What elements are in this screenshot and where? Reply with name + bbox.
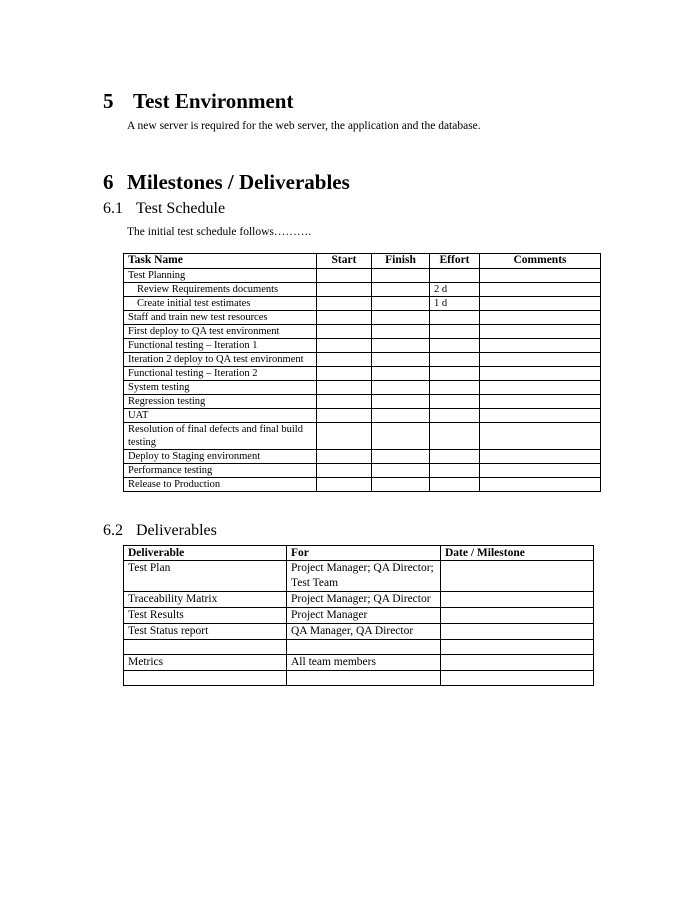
section-6-1-text: The initial test schedule follows……….	[127, 226, 312, 238]
section-6-heading	[103, 170, 350, 195]
schedule-cell-effort	[430, 450, 480, 464]
test-schedule-table	[123, 253, 601, 492]
table-row	[124, 367, 601, 381]
schedule-cell-start	[317, 478, 372, 492]
schedule-cell-task: Staff and train new test resources	[124, 311, 317, 325]
schedule-cell-start	[317, 269, 372, 283]
schedule-cell-task: Resolution of final defects and final build testing	[124, 423, 317, 450]
deliverables-header-deliverable: Deliverable	[124, 546, 287, 561]
table-row	[124, 640, 594, 655]
schedule-cell-start	[317, 381, 372, 395]
table-row	[124, 608, 594, 624]
deliverables-cell-date	[441, 671, 594, 686]
table-row	[124, 409, 601, 423]
schedule-cell-task: First deploy to QA test environment	[124, 325, 317, 339]
section-6-1-heading	[103, 200, 225, 218]
table-row	[124, 671, 594, 686]
schedule-cell-comments	[480, 423, 601, 450]
deliverables-header-for: For	[287, 546, 441, 561]
table-row	[124, 353, 601, 367]
section-6-2-number: 6.2	[103, 522, 123, 539]
schedule-cell-task: Functional testing – Iteration 2	[124, 367, 317, 381]
schedule-cell-task: Test Planning	[124, 269, 317, 283]
deliverables-cell-for: QA Manager, QA Director	[287, 624, 441, 640]
deliverables-header-date: Date / Milestone	[441, 546, 594, 561]
schedule-cell-comments	[480, 353, 601, 367]
schedule-cell-finish	[372, 450, 430, 464]
section-6-number: 6	[103, 170, 114, 194]
schedule-cell-comments	[480, 311, 601, 325]
schedule-cell-finish	[372, 339, 430, 353]
schedule-cell-task: Iteration 2 deploy to QA test environment	[124, 353, 317, 367]
table-row	[124, 624, 594, 640]
schedule-cell-comments	[480, 339, 601, 353]
deliverables-cell-date	[441, 624, 594, 640]
schedule-cell-effort	[430, 311, 480, 325]
schedule-cell-start	[317, 339, 372, 353]
schedule-cell-task: Regression testing	[124, 395, 317, 409]
section-5-title: Test Environment	[133, 89, 294, 113]
schedule-cell-start	[317, 297, 372, 311]
deliverables-cell-date	[441, 608, 594, 624]
deliverables-cell-for: All team members	[287, 655, 441, 671]
deliverables-cell-deliverable: Traceability Matrix	[124, 592, 287, 608]
section-5-text: A new server is required for the web server, the application and the database.	[127, 120, 481, 132]
schedule-cell-task: UAT	[124, 409, 317, 423]
schedule-cell-finish	[372, 478, 430, 492]
deliverables-cell-date	[441, 655, 594, 671]
schedule-cell-start	[317, 409, 372, 423]
schedule-cell-task: System testing	[124, 381, 317, 395]
schedule-cell-finish	[372, 297, 430, 311]
table-row	[124, 423, 601, 450]
schedule-cell-effort	[430, 464, 480, 478]
table-row	[124, 450, 601, 464]
table-row	[124, 297, 601, 311]
schedule-cell-task: Create initial test estimates	[124, 297, 317, 311]
section-5-heading	[103, 89, 293, 114]
schedule-cell-effort	[430, 478, 480, 492]
deliverables-cell-date	[441, 592, 594, 608]
schedule-header-effort: Effort	[430, 254, 480, 269]
schedule-cell-comments	[480, 395, 601, 409]
section-6-1-number: 6.1	[103, 200, 123, 217]
schedule-cell-finish	[372, 269, 430, 283]
table-row	[124, 655, 594, 671]
schedule-cell-effort	[430, 395, 480, 409]
table-row	[124, 311, 601, 325]
schedule-cell-comments	[480, 367, 601, 381]
schedule-cell-start	[317, 353, 372, 367]
table-row	[124, 381, 601, 395]
schedule-cell-comments	[480, 478, 601, 492]
schedule-cell-effort	[430, 325, 480, 339]
schedule-header-task: Task Name	[124, 254, 317, 269]
table-row	[124, 395, 601, 409]
schedule-cell-start	[317, 423, 372, 450]
table-row	[124, 269, 601, 283]
schedule-cell-finish	[372, 311, 430, 325]
schedule-cell-comments	[480, 283, 601, 297]
table-row	[124, 325, 601, 339]
schedule-cell-effort	[430, 409, 480, 423]
schedule-cell-effort	[430, 339, 480, 353]
schedule-cell-task: Performance testing	[124, 464, 317, 478]
schedule-cell-finish	[372, 353, 430, 367]
table-row	[124, 478, 601, 492]
deliverables-cell-deliverable: Test Plan	[124, 561, 287, 592]
schedule-cell-comments	[480, 269, 601, 283]
deliverables-cell-for: Project Manager; QA Director; Test Team	[287, 561, 441, 592]
schedule-cell-finish	[372, 381, 430, 395]
schedule-header-row	[124, 254, 601, 269]
schedule-cell-effort	[430, 381, 480, 395]
schedule-cell-comments	[480, 381, 601, 395]
schedule-cell-effort	[430, 269, 480, 283]
table-row	[124, 283, 601, 297]
schedule-header-start: Start	[317, 254, 372, 269]
schedule-cell-comments	[480, 297, 601, 311]
deliverables-cell-deliverable: Metrics	[124, 655, 287, 671]
schedule-cell-effort	[430, 367, 480, 381]
deliverables-cell-for	[287, 671, 441, 686]
section-6-2-title: Deliverables	[136, 522, 217, 539]
deliverables-cell-date	[441, 561, 594, 592]
schedule-cell-start	[317, 367, 372, 381]
schedule-header-comments: Comments	[480, 254, 601, 269]
deliverables-cell-deliverable	[124, 640, 287, 655]
deliverables-cell-for: Project Manager	[287, 608, 441, 624]
schedule-cell-task: Functional testing – Iteration 1	[124, 339, 317, 353]
schedule-cell-task: Review Requirements documents	[124, 283, 317, 297]
schedule-cell-start	[317, 464, 372, 478]
schedule-cell-start	[317, 325, 372, 339]
deliverables-cell-deliverable: Test Status report	[124, 624, 287, 640]
schedule-cell-task: Release to Production	[124, 478, 317, 492]
table-row	[124, 561, 594, 592]
schedule-cell-finish	[372, 395, 430, 409]
table-row	[124, 592, 594, 608]
schedule-header-finish: Finish	[372, 254, 430, 269]
schedule-cell-start	[317, 283, 372, 297]
schedule-cell-start	[317, 395, 372, 409]
table-row	[124, 339, 601, 353]
table-row	[124, 464, 601, 478]
deliverables-table	[123, 545, 594, 686]
deliverables-cell-for: Project Manager; QA Director	[287, 592, 441, 608]
schedule-cell-finish	[372, 367, 430, 381]
schedule-cell-start	[317, 450, 372, 464]
schedule-cell-finish	[372, 325, 430, 339]
deliverables-cell-for	[287, 640, 441, 655]
schedule-cell-effort	[430, 353, 480, 367]
schedule-cell-effort: 1 d	[430, 297, 480, 311]
section-6-1-title: Test Schedule	[136, 200, 226, 217]
schedule-cell-effort	[430, 423, 480, 450]
schedule-cell-comments	[480, 409, 601, 423]
schedule-cell-finish	[372, 283, 430, 297]
schedule-cell-task: Deploy to Staging environment	[124, 450, 317, 464]
schedule-cell-effort: 2 d	[430, 283, 480, 297]
schedule-cell-comments	[480, 464, 601, 478]
deliverables-header-row	[124, 546, 594, 561]
section-6-title: Milestones / Deliverables	[127, 170, 350, 194]
schedule-cell-comments	[480, 325, 601, 339]
schedule-cell-finish	[372, 423, 430, 450]
schedule-cell-finish	[372, 464, 430, 478]
deliverables-cell-deliverable: Test Results	[124, 608, 287, 624]
schedule-cell-comments	[480, 450, 601, 464]
schedule-cell-finish	[372, 409, 430, 423]
deliverables-cell-deliverable	[124, 671, 287, 686]
section-6-2-heading	[103, 522, 217, 540]
schedule-cell-start	[317, 311, 372, 325]
deliverables-cell-date	[441, 640, 594, 655]
section-5-number: 5	[103, 89, 114, 113]
